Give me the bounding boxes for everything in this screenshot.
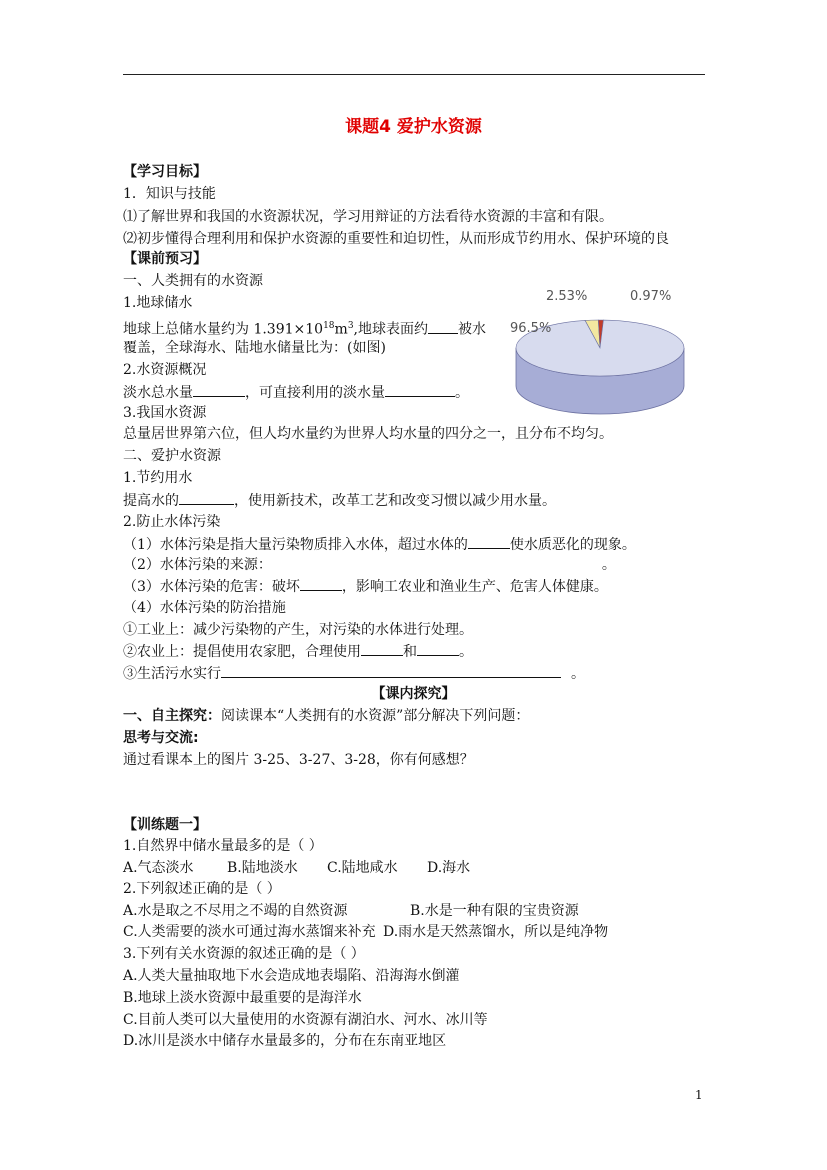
blank-sewage[interactable] bbox=[221, 663, 561, 678]
section-explore: 【课内探究】 bbox=[371, 686, 456, 702]
q1-option-c[interactable]: C.陆地咸水 bbox=[327, 860, 398, 876]
preview-sub-1: 1.地球储水 bbox=[123, 295, 193, 311]
pollution-def-line: （1）水体污染是指大量污染物质排入水体，超过水体的 使水质恶化的现象。 bbox=[123, 534, 636, 555]
goals-line-3: ⑵初步懂得合理利用和保护水资源的重要性和迫切性，从而形成节约用水、保护环境的良 bbox=[123, 231, 669, 247]
question-1: 1.自然界中储水量最多的是（ ） bbox=[123, 838, 323, 854]
q3-option-b[interactable]: B.地球上淡水资源中最重要的是海洋水 bbox=[123, 990, 362, 1006]
section-preview: 【课前预习】 bbox=[123, 251, 207, 267]
question-3: 3.下列有关水资源的叙述正确的是（ ） bbox=[123, 946, 365, 962]
q2-option-b[interactable]: B.水是一种有限的宝贵资源 bbox=[410, 903, 579, 919]
pollution-source-line: （2）水体污染的来源： 。 bbox=[123, 557, 616, 573]
explore-discuss: 思考与交流: bbox=[123, 730, 199, 746]
goals-line-1: 1．知识与技能 bbox=[123, 186, 216, 202]
measure-agriculture-line: ②农业上：提倡使用农家肥，合理使用 和 。 bbox=[123, 641, 473, 662]
question-2-options-cd bbox=[123, 922, 608, 942]
pie-label-0: 96.5% bbox=[510, 321, 552, 336]
q1-option-d[interactable]: D.海水 bbox=[427, 860, 471, 876]
measure-industry: ①工业上：减少污染物的产生，对污染的水体进行处理。 bbox=[123, 622, 473, 638]
page-number: 1 bbox=[695, 1088, 703, 1102]
preview-sub-2: 2.水资源概况 bbox=[123, 362, 207, 378]
pie-label-1: 2.53% bbox=[546, 289, 588, 304]
blank-fertilizer[interactable] bbox=[417, 641, 459, 656]
q1-option-b[interactable]: B.陆地淡水 bbox=[227, 860, 298, 876]
q1-option-a[interactable]: A.气态淡水 bbox=[123, 860, 194, 876]
blank-efficiency[interactable] bbox=[179, 490, 234, 505]
measure-sewage-line: ③生活污水实行 。 bbox=[123, 663, 585, 684]
q3-option-a[interactable]: A.人类大量抽取地下水会造成地表塌陷、沿海海水倒灌 bbox=[123, 968, 460, 984]
blank-fresh-total[interactable] bbox=[193, 382, 245, 397]
blank-fresh-usable[interactable] bbox=[385, 382, 455, 397]
preview-ratio-line: 覆盖，全球海水、陆地水储量比为：(如图) bbox=[123, 340, 386, 356]
preview-prevent-pollution: 2.防止水体污染 bbox=[123, 514, 221, 530]
q2-option-c[interactable]: C.人类需要的淡水可通过海水蒸馏来补充 bbox=[123, 924, 376, 940]
section-goals: 【学习目标】 bbox=[123, 164, 207, 180]
page-title: 课题4 爱护水资源 bbox=[345, 117, 482, 137]
question-1-options bbox=[123, 858, 470, 878]
preview-heading-1: 一、人类拥有的水资源 bbox=[123, 273, 263, 289]
blank-pesticide[interactable] bbox=[361, 641, 403, 656]
pollution-harm-line: （3）水体污染的危害：破坏 ，影响工农业和渔业生产、危害人体健康。 bbox=[123, 576, 608, 597]
preview-sub-3: 3.我国水资源 bbox=[123, 405, 207, 421]
blank-harm[interactable] bbox=[300, 576, 342, 591]
preview-save-line: 提高水的 ，使用新技术，改革工艺和改变习惯以减少用水量。 bbox=[123, 490, 556, 511]
header-rule bbox=[123, 74, 705, 75]
blank-surface[interactable] bbox=[428, 319, 458, 334]
preview-heading-2: 二、爱护水资源 bbox=[123, 448, 221, 464]
section-practice: 【训练题一】 bbox=[123, 817, 207, 833]
q3-option-d[interactable]: D.冰川是淡水中储存水量最多的，分布在东南亚地区 bbox=[123, 1033, 447, 1049]
q2-option-d[interactable]: D.雨水是天然蒸馏水，所以是纯净物 bbox=[383, 924, 609, 940]
explore-question: 通过看课本上的图片 3-25、3-27、3-28，你有何感想？ bbox=[123, 752, 474, 768]
goals-line-2: ⑴了解世界和我国的水资源状况，学习用辩证的方法看待水资源的丰富和有限。 bbox=[123, 209, 613, 225]
question-2-options-ab bbox=[123, 901, 579, 921]
explore-line-1: 一、自主探究：阅读课本“人类拥有的水资源”部分解决下列问题： bbox=[123, 708, 530, 724]
q3-option-c[interactable]: C.目前人类可以大量使用的水资源有湖泊水、河水、冰川等 bbox=[123, 1012, 488, 1028]
preview-earth-water-line: 地球上总储水量约为 $1.391\times 10^{18}m^3$,地球表面约 被水 bbox=[123, 316, 486, 340]
pollution-measures: （4）水体污染的防治措施 bbox=[123, 600, 286, 616]
blank-capacity[interactable] bbox=[468, 534, 510, 549]
preview-save-water: 1.节约用水 bbox=[123, 470, 193, 486]
question-2: 2.下列叙述正确的是（ ） bbox=[123, 881, 281, 897]
q2-option-a[interactable]: A.水是取之不尽用之不竭的自然资源 bbox=[123, 903, 348, 919]
pie-label-2: 0.97% bbox=[630, 289, 672, 304]
water-distribution-pie-chart bbox=[488, 270, 698, 430]
preview-china-line: 总量居世界第六位，但人均水量约为世界人均水量的四分之一，且分布不均匀。 bbox=[123, 426, 613, 442]
preview-freshwater-line: 淡水总水量 ，可直接利用的淡水量 。 bbox=[123, 382, 469, 403]
